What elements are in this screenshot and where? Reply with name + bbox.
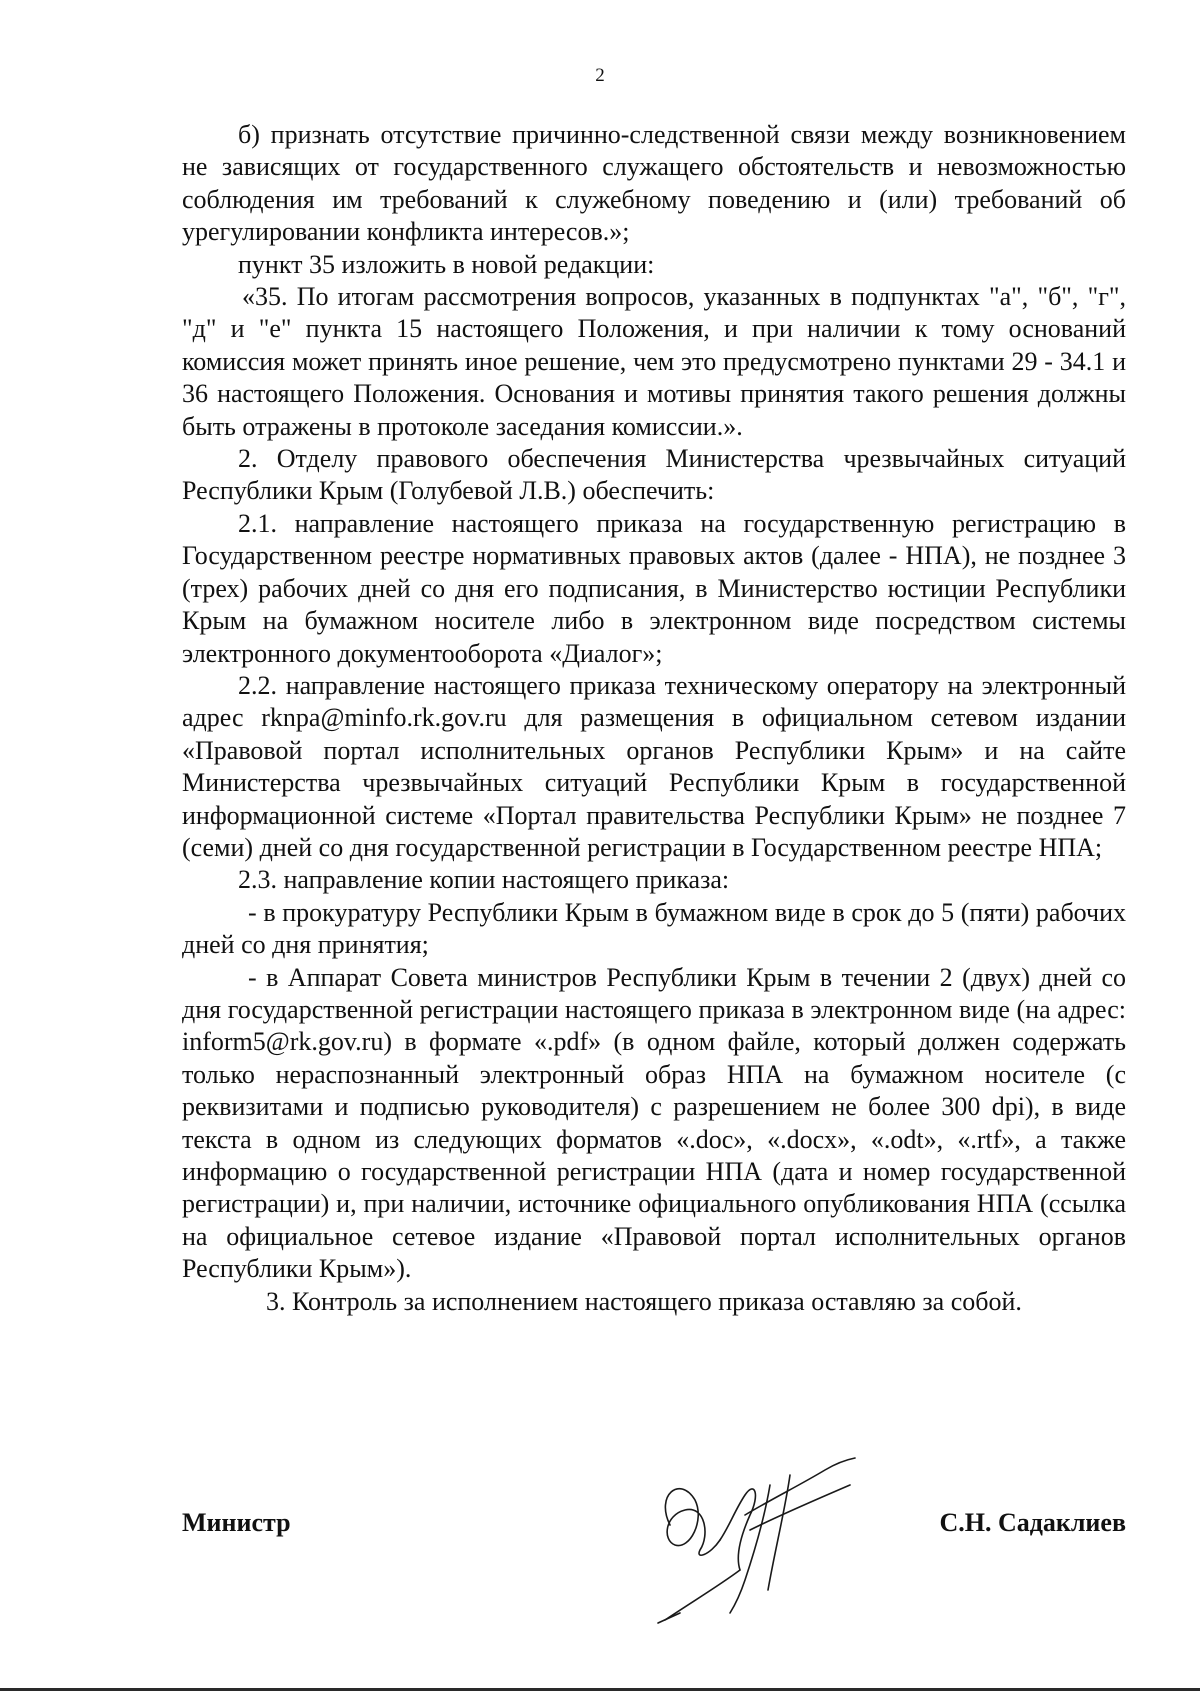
paragraph-3: 3. Контроль за исполнением настоящего приказа оставляю за собой. (266, 1286, 1022, 1316)
signatory-position: Министр (182, 1508, 291, 1537)
page-number: 2 (595, 65, 605, 86)
document-body (182, 119, 1126, 1318)
paragraph-2-2: 2.2. направление настоящего приказа техническому оператору на электронный адрес rknpa@minfo.rk.gov.ru для размещения в официальном сетевом издании «Правовой портал исполнительных органов Республики Крым» и на сайте Министерства чрезвычайных ситуаций Республики Крым в государственной информационной системе «Портал правительства Республики Крым» не позднее 7 (семи) дней со дня государственной регистрации в Государственном реестре НПА; (182, 670, 1126, 862)
paragraph-2: 2. Отделу правового обеспечения Министерства чрезвычайных ситуаций Республики Крым (Голубевой Л.В.) обеспечить: (182, 444, 1126, 506)
paragraph-2-3-prosecutor: - в прокуратуру Республики Крым в бумажном виде в срок до 5 (пяти) рабочих дней со дня принятия; (182, 897, 1126, 960)
paragraph-item-35-intro: пункт 35 изложить в новой редакции: (238, 249, 655, 279)
paragraph-2-1: 2.1. направление настоящего приказа на государственную регистрацию в Государственном реестре нормативных правовых актов (далее - НПА), не позднее 3 (трех) рабочих дней со дня его подписания, в Министерство юстиции Республики Крым на бумажном носителе либо в электронном виде посредством системы электронного документооборота «Диалог»; (182, 508, 1126, 668)
handwritten-signature (650, 1455, 880, 1625)
paragraph-item-35-text: «35. По итогам рассмотрения вопросов, указанных в подпунктах "а", "б", "г", "д" и "е" пункта 15 настоящего Положения, и при наличии к тому оснований комиссия может принять иное решение, чем это предусмотрено пунктами 29 - 34.1 и 36 настоящего Положения. Основания и мотивы принятия такого решения должны быть отражены в протоколе заседания комиссии.». (182, 282, 1126, 441)
signatory-name: С.Н. Садаклиев (939, 1508, 1126, 1537)
paragraph-2-3-council: - в Аппарат Совета министров Республики Крым в течении 2 (двух) дней со дня государственной регистрации настоящего приказа в электронном виде (на адрес: inform5@rk.gov.ru) в формате «.pdf» (в одном файле, который должен содержать только нераспознанный электронный образ НПА на бумажном носителе (с реквизитами и подписью руководителя) с разрешением не более 300 dpi), в виде текста в одном из следующих форматов «.doc», «.docx», «.odt», «.rtf», а также информацию о государственной регистрации НПА (дата и номер государственной регистрации) и, при наличии, источнике официального опубликования НПА (ссылка на официальное сетевое издание «Правовой портал исполнительных органов Республики Крым»). (182, 962, 1126, 1284)
bottom-border-line (0, 1688, 1200, 1691)
paragraph-2-3: 2.3. направление копии настоящего приказа: (238, 865, 730, 895)
paragraph-1b: б) признать отсутствие причинно-следственной связи между возникновением не зависящих от государственного служащего обстоятельств и невозможностью соблюдения им требований к служебному поведению и (или) требований об урегулировании конфликта интересов.»; (182, 120, 1126, 247)
